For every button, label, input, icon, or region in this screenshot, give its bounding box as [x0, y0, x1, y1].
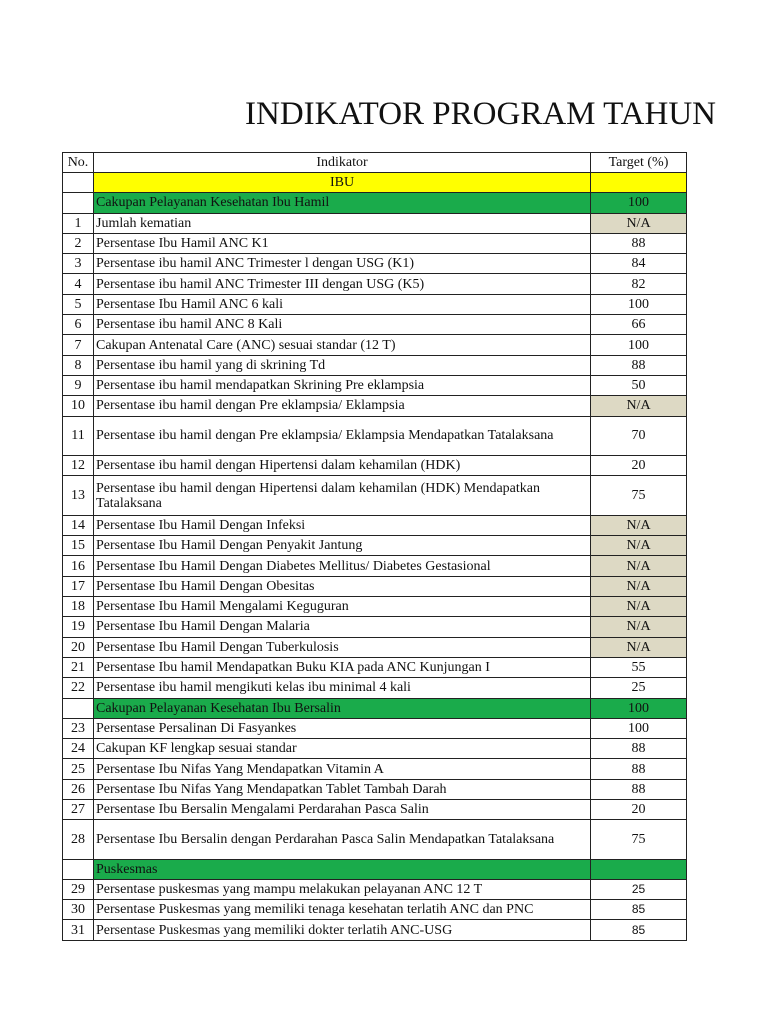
indicator-name: Persentase ibu hamil dengan Pre eklampsia/ Eklampsia — [94, 396, 591, 416]
table-row — [63, 233, 687, 253]
table-row — [63, 396, 687, 416]
table-row — [63, 820, 687, 860]
table-row — [63, 335, 687, 355]
table-row — [63, 254, 687, 274]
indicator-name: Persentase Ibu Nifas Yang Mendapatkan Tablet Tambah Darah — [94, 779, 591, 799]
indicator-name: Persentase Puskesmas yang memiliki dokter terlatih ANC-USG — [94, 920, 591, 940]
indicator-name: Persentase ibu hamil mendapatkan Skrining Pre eklampsia — [94, 375, 591, 395]
indicator-name: Persentase Ibu Nifas Yang Mendapatkan Vitamin A — [94, 759, 591, 779]
section-row — [63, 173, 687, 193]
row-number: 1 — [63, 213, 94, 233]
header-no: No. — [63, 153, 94, 173]
indicator-name: Persentase Ibu Hamil Dengan Tuberkulosis — [94, 637, 591, 657]
row-number — [63, 193, 94, 213]
target-value: 25 — [591, 678, 687, 698]
section-row — [63, 698, 687, 718]
table-row — [63, 759, 687, 779]
target-value: 88 — [591, 759, 687, 779]
target-value: 50 — [591, 375, 687, 395]
row-number: 7 — [63, 335, 94, 355]
row-number: 21 — [63, 657, 94, 677]
table-row — [63, 879, 687, 899]
table-row — [63, 416, 687, 456]
row-number: 29 — [63, 879, 94, 899]
row-number: 13 — [63, 476, 94, 516]
table-row — [63, 617, 687, 637]
row-number: 30 — [63, 900, 94, 920]
row-number: 20 — [63, 637, 94, 657]
indicator-name: Persentase Ibu Hamil Dengan Malaria — [94, 617, 591, 637]
row-number: 26 — [63, 779, 94, 799]
row-number: 19 — [63, 617, 94, 637]
target-value: N/A — [591, 576, 687, 596]
indicator-name: Cakupan KF lengkap sesuai standar — [94, 739, 591, 759]
target-value: 20 — [591, 456, 687, 476]
row-number: 24 — [63, 739, 94, 759]
target-value: N/A — [591, 536, 687, 556]
table-row — [63, 315, 687, 335]
row-number: 2 — [63, 233, 94, 253]
row-number: 11 — [63, 416, 94, 456]
target-value: 85 — [591, 900, 687, 920]
row-number: 10 — [63, 396, 94, 416]
target-value: 100 — [591, 718, 687, 738]
target-value: N/A — [591, 637, 687, 657]
indicator-table-body — [63, 153, 687, 941]
indicator-name: Persentase Ibu Hamil ANC K1 — [94, 233, 591, 253]
indicator-name: Persentase Ibu Hamil Dengan Penyakit Jantung — [94, 536, 591, 556]
table-row — [63, 476, 687, 516]
indicator-name: Persentase ibu hamil yang di skrining Td — [94, 355, 591, 375]
row-number: 25 — [63, 759, 94, 779]
target-value: 100 — [591, 335, 687, 355]
row-number — [63, 859, 94, 879]
row-number — [63, 173, 94, 193]
table-row — [63, 213, 687, 233]
indicator-name: Jumlah kematian — [94, 213, 591, 233]
target-value: 88 — [591, 355, 687, 375]
row-number — [63, 698, 94, 718]
row-number: 12 — [63, 456, 94, 476]
indicator-name: Persentase ibu hamil ANC 8 Kali — [94, 315, 591, 335]
indicator-name: Persentase Ibu hamil Mendapatkan Buku KIA pada ANC Kunjungan I — [94, 657, 591, 677]
indicator-name: Persentase Puskesmas yang memiliki tenaga kesehatan terlatih ANC dan PNC — [94, 900, 591, 920]
indicator-name: Persentase Ibu Hamil Dengan Infeksi — [94, 515, 591, 535]
row-number: 9 — [63, 375, 94, 395]
row-number: 8 — [63, 355, 94, 375]
indicator-table — [62, 152, 687, 941]
table-row — [63, 900, 687, 920]
target-value: 88 — [591, 233, 687, 253]
indicator-name: Persentase Ibu Hamil Mengalami Keguguran — [94, 597, 591, 617]
row-number: 16 — [63, 556, 94, 576]
target-value: 100 — [591, 294, 687, 314]
row-number: 17 — [63, 576, 94, 596]
row-number: 14 — [63, 515, 94, 535]
table-row — [63, 536, 687, 556]
indicator-name: Puskesmas — [94, 859, 591, 879]
indicator-name: Persentase Ibu Hamil Dengan Obesitas — [94, 576, 591, 596]
table-row — [63, 678, 687, 698]
row-number: 4 — [63, 274, 94, 294]
table-row — [63, 294, 687, 314]
table-row — [63, 657, 687, 677]
target-value: 82 — [591, 274, 687, 294]
indicator-name: Cakupan Antenatal Care (ANC) sesuai standar (12 T) — [94, 335, 591, 355]
row-number: 22 — [63, 678, 94, 698]
header-indikator: Indikator — [94, 153, 591, 173]
row-number: 3 — [63, 254, 94, 274]
indicator-name: Persentase Persalinan Di Fasyankes — [94, 718, 591, 738]
table-row — [63, 355, 687, 375]
table-header-row — [63, 153, 687, 173]
section-row — [63, 859, 687, 879]
target-value: 100 — [591, 698, 687, 718]
indicator-name: Cakupan Pelayanan Kesehatan Ibu Hamil — [94, 193, 591, 213]
section-row — [63, 193, 687, 213]
table-row — [63, 800, 687, 820]
target-value: N/A — [591, 396, 687, 416]
table-row — [63, 637, 687, 657]
indicator-name: Persentase Ibu Hamil ANC 6 kali — [94, 294, 591, 314]
row-number: 6 — [63, 315, 94, 335]
target-value: 20 — [591, 800, 687, 820]
table-row — [63, 456, 687, 476]
indicator-name: Persentase Ibu Hamil Dengan Diabetes Mellitus/ Diabetes Gestasional — [94, 556, 591, 576]
table-row — [63, 515, 687, 535]
target-value: 100 — [591, 193, 687, 213]
target-value — [591, 173, 687, 193]
row-number: 5 — [63, 294, 94, 314]
target-value: 85 — [591, 920, 687, 940]
target-value: 66 — [591, 315, 687, 335]
table-row — [63, 718, 687, 738]
table-row — [63, 576, 687, 596]
row-number: 31 — [63, 920, 94, 940]
target-value: 70 — [591, 416, 687, 456]
target-value: N/A — [591, 617, 687, 637]
target-value: 84 — [591, 254, 687, 274]
row-number: 27 — [63, 800, 94, 820]
table-row — [63, 375, 687, 395]
row-number: 28 — [63, 820, 94, 860]
target-value: N/A — [591, 515, 687, 535]
indicator-name: Persentase Ibu Bersalin dengan Perdarahan Pasca Salin Mendapatkan Tatalaksana — [94, 820, 591, 860]
row-number: 15 — [63, 536, 94, 556]
indicator-name: Persentase ibu hamil dengan Hipertensi dalam kehamilan (HDK) — [94, 456, 591, 476]
target-value: 88 — [591, 779, 687, 799]
table-row — [63, 597, 687, 617]
target-value: 25 — [591, 879, 687, 899]
row-number: 23 — [63, 718, 94, 738]
indicator-name: Persentase ibu hamil ANC Trimester l dengan USG (K1) — [94, 254, 591, 274]
target-value: 88 — [591, 739, 687, 759]
indicator-name: Persentase puskesmas yang mampu melakukan pelayanan ANC 12 T — [94, 879, 591, 899]
target-value — [591, 859, 687, 879]
target-value: 55 — [591, 657, 687, 677]
indicator-name: Persentase ibu hamil ANC Trimester III dengan USG (K5) — [94, 274, 591, 294]
target-value: 75 — [591, 476, 687, 516]
target-value: N/A — [591, 556, 687, 576]
indicator-name: IBU — [94, 173, 591, 193]
table-row — [63, 739, 687, 759]
row-number: 18 — [63, 597, 94, 617]
target-value: N/A — [591, 597, 687, 617]
table-row — [63, 556, 687, 576]
indicator-name: Persentase ibu hamil mengikuti kelas ibu minimal 4 kali — [94, 678, 591, 698]
indicator-name: Persentase ibu hamil dengan Pre eklampsia/ Eklampsia Mendapatkan Tatalaksana — [94, 416, 591, 456]
target-value: 75 — [591, 820, 687, 860]
table-row — [63, 274, 687, 294]
target-value: N/A — [591, 213, 687, 233]
table-row — [63, 920, 687, 940]
indicator-name: Cakupan Pelayanan Kesehatan Ibu Bersalin — [94, 698, 591, 718]
page-title: INDIKATOR PROGRAM TAHUN — [245, 96, 717, 132]
header-target: Target (%) — [591, 153, 687, 173]
indicator-name: Persentase ibu hamil dengan Hipertensi dalam kehamilan (HDK) Mendapatkan Tatalaksana — [94, 476, 591, 516]
table-row — [63, 779, 687, 799]
indicator-name: Persentase Ibu Bersalin Mengalami Perdarahan Pasca Salin — [94, 800, 591, 820]
